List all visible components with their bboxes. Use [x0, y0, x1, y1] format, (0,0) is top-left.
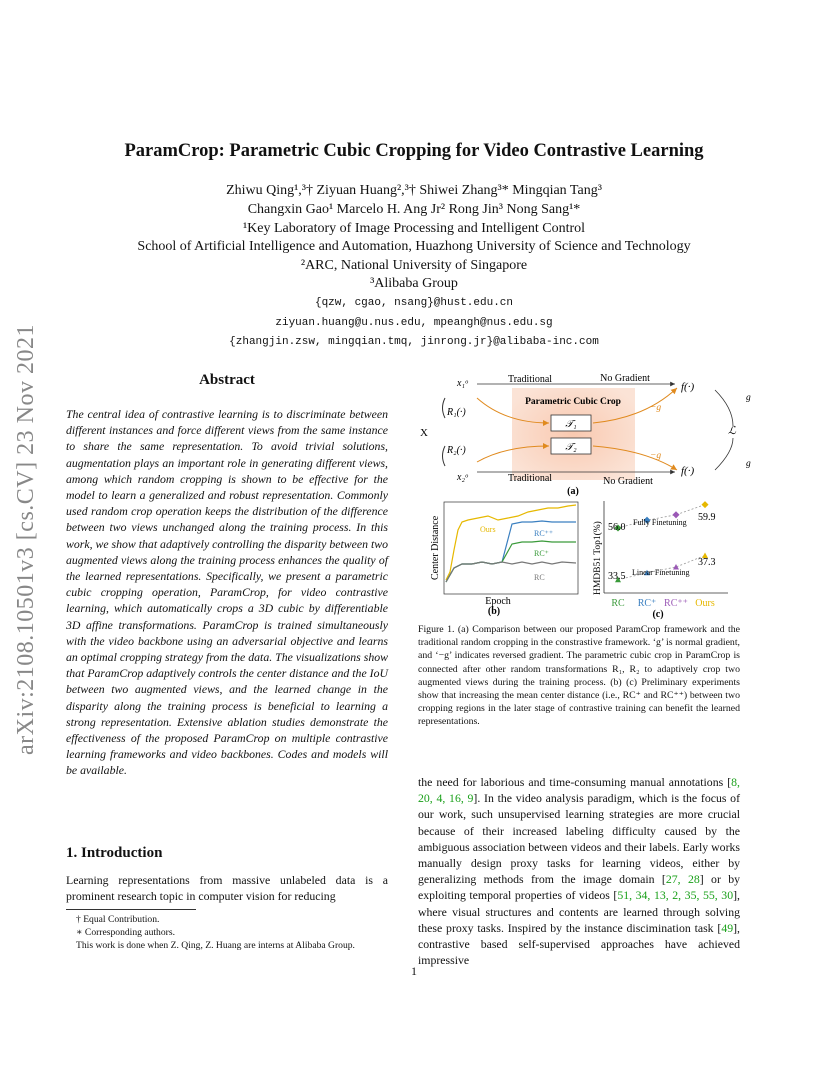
- footnote-interns: This work is done when Z. Qing, Z. Huang are interns at Alibaba Group.: [76, 940, 355, 951]
- rc-refs-c[interactable]: 51, 34, 13, 2, 35, 55, 30: [617, 888, 734, 903]
- f-bottom-label: f(·): [681, 465, 695, 477]
- b-xlabel: Epoch: [485, 596, 511, 607]
- r2-label: R₂(·): [447, 445, 466, 456]
- rc-refs-d[interactable]: 49: [721, 920, 734, 935]
- email-line-1: {qzw, cgao, nsang}@hust.edu.cn: [314, 297, 514, 309]
- f-top-label: f(·): [681, 381, 695, 393]
- footnote-corresponding: ∗ Corresponding authors.: [76, 927, 175, 938]
- subfigure-a-label: (a): [567, 486, 579, 497]
- loss-label: ℒ: [728, 425, 736, 437]
- g-bottom: g: [746, 459, 751, 469]
- t1-label: 𝒯₁: [565, 419, 577, 430]
- plot-frame-b: [444, 502, 578, 594]
- x-input-label: X: [420, 427, 428, 439]
- abstract-text: The central idea of contrastive learning is to discriminate between different instances and force different views from the same instance to share the same representation. To avoid trivial solutions, augmentation plays an important role in generating different views, among which random cropping is shown to be effective for the model to learn a generalized and robust representation. Commonly used random crop operation keeps the distribution of the difference between two views unchanged along the training process. In this work, we show that adaptively controlling the disparity between two augmented views along the training process enhances the quality of the learned representations. Specifically, we present a parametric cubic cropping operation, ParamCrop, for video contrastive learning, which automatically crops a 3D cubic by differentiable 3D affine transformations. ParamCrop is trained simultaneously with the video backbone using an adversarial objective and learns an optimal cropping strategy from the data. The visualizations show that ParamCrop adaptively controls the center distance and the IoU between two augmented views, and the learned change in the disparity along the training process is beneficial to learning a strong representation. Extensive ablation studies demonstrate the effectiveness of the proposed ParamCrop on multiple contrastive learning frameworks and video backbones. Codes and models will be available.: [66, 407, 388, 778]
- g-top: g: [746, 393, 751, 403]
- c-ft-low: 56.0: [608, 522, 626, 533]
- figure-1c-chart: [588, 495, 738, 620]
- email-line-3: {zhangjin.zsw, mingqian.tmq, jinrong.jr}@alibaba-inc.com: [229, 336, 599, 348]
- label-ours: Ours: [480, 525, 496, 534]
- brace-bottom: [443, 446, 446, 466]
- point-0-3: [701, 501, 708, 508]
- arxiv-identifier: arXiv:2108.10501v3 [cs.CV] 23 Nov 2021: [13, 324, 39, 755]
- c-tick-label-0: RC: [611, 598, 625, 609]
- x1-label: x₁ᵒ: [457, 378, 468, 389]
- c-lin-high: 37.3: [698, 557, 716, 568]
- label-rcp: RC⁺: [534, 549, 549, 558]
- rc-text-b: ]. In the video analysis paradigm, which is the focus of our work, such unsupervised learning strategies are more crucial because of their increased labeling difficulty caused by the ambiguous association between videos and their labels. Early works manually design proxy tasks for learning videos, either by generalizing methods from the image domain [: [418, 791, 740, 887]
- loss-curve-top: [715, 390, 733, 426]
- right-column-text: [418, 774, 740, 968]
- figure-caption: Figure 1. (a) Comparison between our proposed ParamCrop framework and the traditional random cropping in the constrastive framework. ‘g’ is normal gradient, and ‘−g’ indicates reversed gradient. The parametric cubic crop in ParamCrop is connected after other random transformations R₁, R₂ to adaptively crop two augmented views during the training process. (b) (c) Preliminary experiments show that increasing the mean center distance (i.e., RC⁺ and RC⁺⁺) between two cropping regions in the later stage of contrastive training can benefit the learned representations.: [418, 624, 740, 728]
- rc-text-a: the need for laborious and time-consuming manual annotations [: [418, 775, 732, 789]
- email-line-2: ziyuan.huang@u.nus.edu, mpeangh@nus.edu.sg: [275, 317, 553, 329]
- affiliation-2: ²ARC, National University of Singapore: [300, 258, 528, 273]
- r1-label: R₁(·): [447, 407, 466, 418]
- rc-refs-a[interactable]: 8, 20, 4, 16, 9: [418, 775, 740, 806]
- neg-g-bottom: −g: [650, 451, 662, 461]
- figure-1a-diagram: [415, 368, 775, 498]
- label-rc: RC: [534, 573, 545, 582]
- no-gradient-bottom-label: No Gradient: [603, 476, 653, 487]
- c-tick-label-2: RC⁺⁺: [664, 598, 688, 609]
- brace-top: [443, 398, 446, 418]
- subfigure-b-label: (b): [487, 606, 501, 617]
- c-lin-low: 33.5: [608, 571, 626, 582]
- footnote-rule: [66, 909, 196, 910]
- c-linear-label: Linear Finetuning: [632, 568, 690, 577]
- traditional-bottom-label: Traditional: [507, 473, 553, 484]
- neg-g-top: −g: [650, 403, 662, 413]
- c-ylabel: HMDB51 Top1(%): [593, 521, 603, 595]
- x2-label: x₂ᵒ: [457, 472, 468, 483]
- c-tick-label-1: RC⁺: [637, 598, 657, 609]
- loss-curve-bottom: [715, 438, 733, 470]
- parametric-crop-label: Parametric Cubic Crop: [525, 397, 621, 407]
- intro-text: Learning representations from massive unlabeled data is a prominent research topic in computer vision for reducing: [66, 873, 388, 904]
- c-ft-high: 59.9: [698, 512, 716, 523]
- t2-label: 𝒯₂: [565, 442, 577, 453]
- subfigure-c-label: (c): [652, 609, 664, 620]
- rc-text-d: ], where visual structures and contents are learned through solving these proxy tasks. Inspired by the instance discimination task [: [418, 888, 740, 935]
- b-ylabel: Center Distance: [430, 515, 441, 580]
- c-finetune-label: Fully Finetuning: [633, 518, 687, 527]
- rc-text-e: ], contrastive based self-supervised approaches have achieved impressive: [418, 920, 740, 968]
- figure-1b-chart: [428, 500, 588, 620]
- authors-line-2: Changxin Gao¹ Marcelo H. Ang Jr² Rong Jin³ Nong Sang¹*: [247, 202, 581, 217]
- affiliation-1: ¹Key Laboratory of Image Processing and Intelligent Control: [242, 221, 586, 236]
- paper-title: ParamCrop: Parametric Cubic Cropping for Video Contrastive Learning: [124, 141, 704, 161]
- affiliation-3: ³Alibaba Group: [370, 276, 458, 291]
- rc-refs-b[interactable]: 27, 28: [665, 872, 700, 887]
- label-rcpp: RC⁺⁺: [534, 529, 554, 538]
- page-number: 1: [411, 964, 417, 978]
- no-gradient-top-label: No Gradient: [600, 373, 650, 384]
- authors-line-1: Zhiwu Qing¹,³† Ziyuan Huang²,³† Shiwei Zhang³* Mingqian Tang³: [226, 183, 602, 198]
- affiliation-1b: School of Artificial Intelligence and Automation, Huazhong University of Science and Technology: [137, 239, 691, 254]
- traditional-top-label: Traditional: [507, 374, 553, 385]
- abstract-heading: Abstract: [199, 372, 255, 388]
- rc-text-c: ] or by exploiting temporal properties of videos [: [418, 872, 741, 903]
- intro-heading: 1. Introduction: [66, 845, 163, 861]
- c-tick-labels: [611, 598, 714, 609]
- c-tick-label-3: Ours: [695, 598, 715, 609]
- footnote-equal: † Equal Contribution.: [76, 914, 160, 925]
